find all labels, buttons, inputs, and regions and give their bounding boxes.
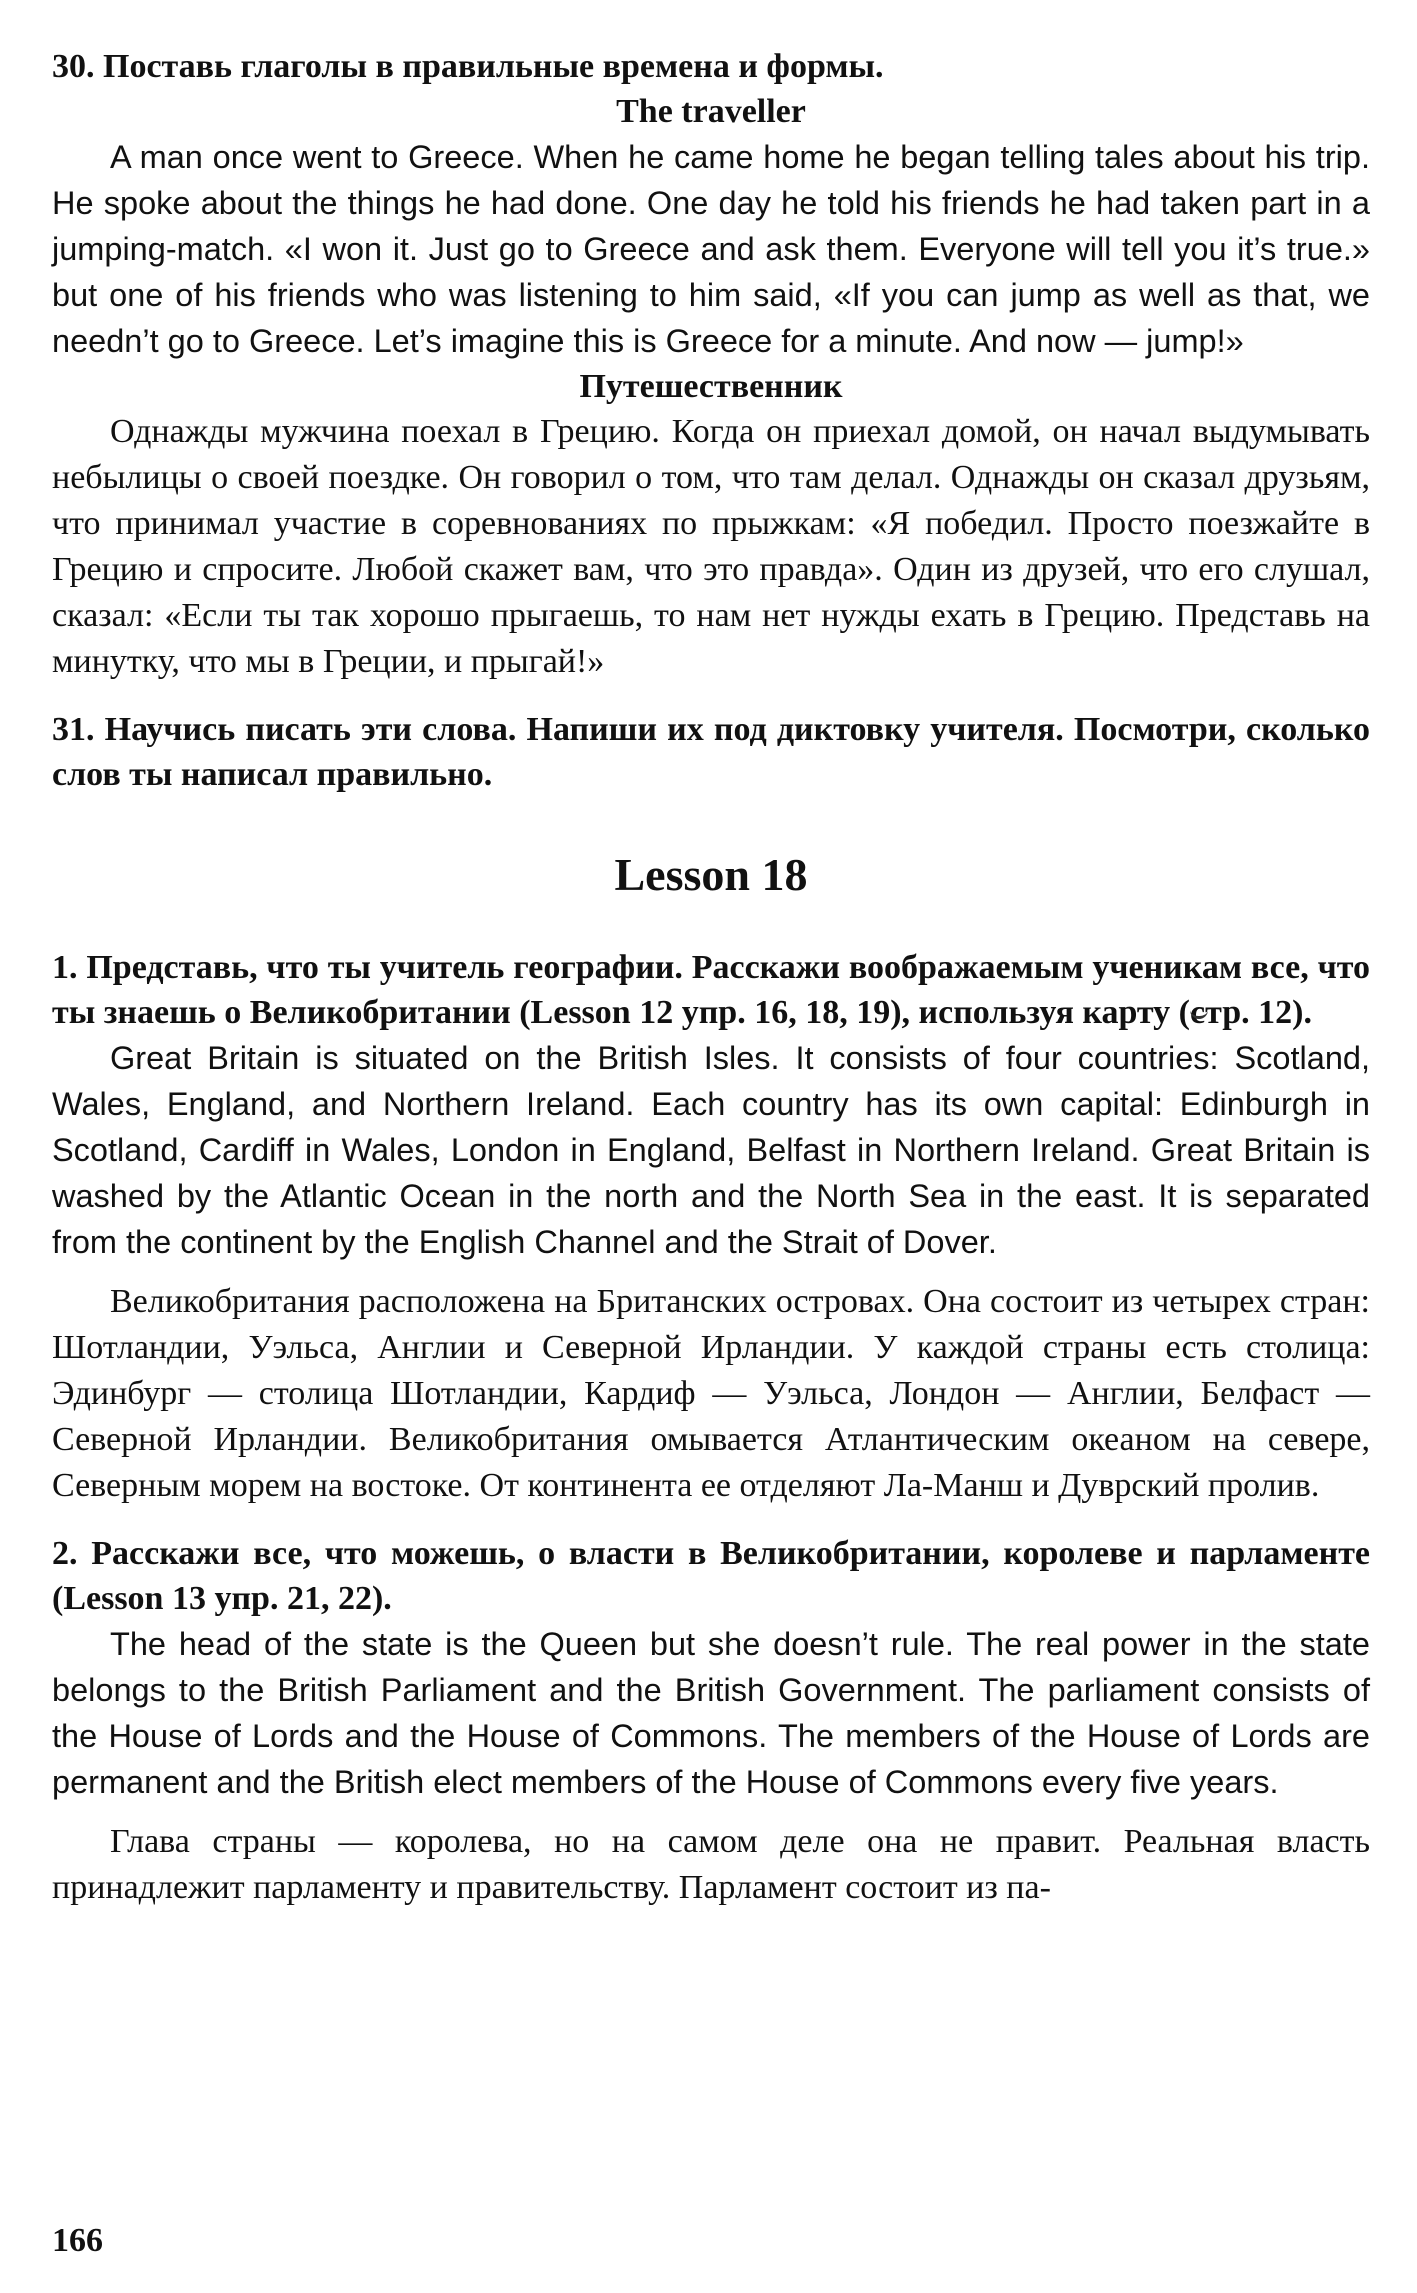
- task-30-title: 30. Поставь глаголы в правильные времена и формы.: [52, 48, 884, 85]
- story-title-ru: Путешественник: [579, 368, 843, 405]
- story-text-ru: Однажды мужчина поехал в Грецию. Когда он приехал домой, он начал выдумывать небылицы о своей поездке. Он говорил о том, что там делал. Однажды он сказал друзьям, что принимал участие в соревнованиях по прыжкам: «Я победил. Просто поезжайте в Грецию и спросите. Любой скажет вам, что это правда». Один из друзей, что его слушал, сказал: «Если ты так хорошо прыгаешь, то нам нет нужды ехать в Грецию. Представь на минутку, что мы в Греции, и прыгай!»: [52, 413, 1370, 680]
- page-content: [52, 44, 1370, 1911]
- lesson-title: Lesson 18: [614, 849, 808, 900]
- task-31-title: 31. Научись писать эти слова. Напиши их под диктовку учителя. Посмотри, сколько слов ты написал правильно.: [52, 711, 1370, 793]
- story-text-en: A man once went to Greece. When he came home he began telling tales about his trip. He spoke about the things he had done. One day he told his friends he had taken part in a jumping-match. «I won it. Just go to Greece and ask them. Everyone will tell you it’s true.» but one of his friends who was listening to him said, «If you can jump as well as that, we needn’t go to Greece. Let’s imagine this is Greece for a minute. And now — jump!»: [52, 139, 1370, 359]
- task-2-text-en: The head of the state is the Queen but she doesn’t rule. The real power in the state belongs to the British Parliament and the British Government. The parliament consists of the House of Lords and the House of Commons. The members of the House of Lords are permanent and the British elect members of the House of Commons every five years.: [52, 1626, 1370, 1800]
- task-1-title: 1. Представь, что ты учитель географии. Расскажи воображаемым ученикам все, что ты знаешь о Великобритании (Lesson 12 упр. 16, 18, 19), используя карту (стр. 12).: [52, 949, 1370, 1031]
- task-2-text-ru: Глава страны — королева, но на самом деле она не правит. Реальная власть принадлежит парламенту и правительству. Парламент состоит из па-: [52, 1823, 1370, 1906]
- task-1-text-ru: Великобритания расположена на Британских островах. Она состоит из четырех стран: Шотландии, Уэльса, Англии и Северной Ирландии. У каждой страны есть столица: Эдинбург — столица Шотландии, Кардиф — Уэльса, Лондон — Англии, Белфаст — Северной Ирландии. Великобритания омывается Атлантическим океаном на севере, Северным морем на востоке. От континента ее отделяют Ла-Манш и Дуврский пролив.: [52, 1283, 1370, 1504]
- task-1-text-en: Great Britain is situated on the British Isles. It consists of four countries: Scotland, Wales, England, and Northern Ireland. Each country has its own capital: Edinburgh in Scotland, Cardiff in Wales, London in England, Belfast in Northern Ireland. Great Britain is washed by the Atlantic Ocean in the north and the North Sea in the east. It is separated from the continent by the English Channel and the Strait of Dover.: [52, 1040, 1370, 1260]
- page-number: 166: [52, 2222, 103, 2259]
- story-title-en: The traveller: [616, 93, 806, 130]
- task-2-title: 2. Расскажи все, что можешь, о власти в Великобритании, королеве и парламенте (Lesson 13 упр. 21, 22).: [52, 1535, 1370, 1617]
